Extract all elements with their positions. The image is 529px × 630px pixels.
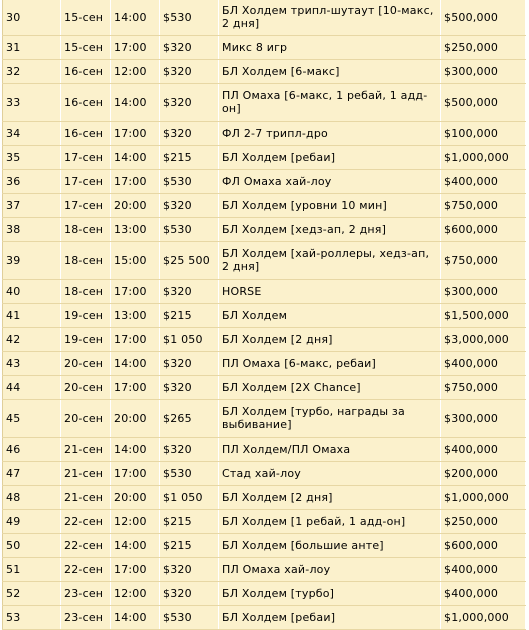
date-cell: 16-сен — [61, 121, 111, 145]
event-number-cell: 30 — [3, 0, 61, 35]
table-row — [3, 605, 526, 629]
buyin-cell: $320 — [160, 351, 219, 375]
event-number-cell: 37 — [3, 193, 61, 217]
event-number-cell: 46 — [3, 437, 61, 461]
guarantee-cell: $100,000 — [441, 121, 526, 145]
event-name-cell: БЛ Холдем [6-макс] — [219, 59, 441, 83]
guarantee-cell: $750,000 — [441, 375, 526, 399]
schedule-body — [3, 0, 526, 629]
tournament-schedule-table — [2, 0, 526, 630]
guarantee-cell: $3,000,000 — [441, 327, 526, 351]
event-name-cell: HORSE — [219, 279, 441, 303]
event-number-cell: 39 — [3, 241, 61, 279]
buyin-cell: $1 050 — [160, 327, 219, 351]
date-cell: 19-сен — [61, 303, 111, 327]
buyin-cell: $530 — [160, 461, 219, 485]
event-name-cell: БЛ Холдем [хедз-ап, 2 дня] — [219, 217, 441, 241]
event-name-cell: БЛ Холдем [уровни 10 мин] — [219, 193, 441, 217]
buyin-cell: $215 — [160, 509, 219, 533]
time-cell: 20:00 — [111, 485, 160, 509]
date-cell: 22-сен — [61, 509, 111, 533]
table-row — [3, 83, 526, 121]
event-number-cell: 32 — [3, 59, 61, 83]
event-name-cell: Микс 8 игр — [219, 35, 441, 59]
date-cell: 17-сен — [61, 193, 111, 217]
guarantee-cell: $300,000 — [441, 399, 526, 437]
event-number-cell: 53 — [3, 605, 61, 629]
date-cell: 23-сен — [61, 605, 111, 629]
time-cell: 17:00 — [111, 461, 160, 485]
event-number-cell: 34 — [3, 121, 61, 145]
table-row — [3, 145, 526, 169]
time-cell: 13:00 — [111, 303, 160, 327]
buyin-cell: $320 — [160, 35, 219, 59]
date-cell: 23-сен — [61, 581, 111, 605]
table-row — [3, 193, 526, 217]
date-cell: 17-сен — [61, 169, 111, 193]
date-cell: 21-сен — [61, 437, 111, 461]
date-cell: 22-сен — [61, 533, 111, 557]
event-name-cell: БЛ Холдем [турбо, награды за выбивание] — [219, 399, 441, 437]
table-row — [3, 351, 526, 375]
event-number-cell: 36 — [3, 169, 61, 193]
table-row — [3, 533, 526, 557]
event-number-cell: 47 — [3, 461, 61, 485]
table-row — [3, 437, 526, 461]
table-row — [3, 303, 526, 327]
buyin-cell: $25 500 — [160, 241, 219, 279]
table-row — [3, 279, 526, 303]
table-row — [3, 581, 526, 605]
time-cell: 17:00 — [111, 557, 160, 581]
guarantee-cell: $1,000,000 — [441, 485, 526, 509]
table-row — [3, 557, 526, 581]
buyin-cell: $320 — [160, 121, 219, 145]
event-name-cell: БЛ Холдем [1 ребай, 1 адд-он] — [219, 509, 441, 533]
event-name-cell: ФЛ Омаха хай-лоу — [219, 169, 441, 193]
date-cell: 16-сен — [61, 83, 111, 121]
date-cell: 21-сен — [61, 485, 111, 509]
buyin-cell: $320 — [160, 581, 219, 605]
guarantee-cell: $300,000 — [441, 279, 526, 303]
date-cell: 20-сен — [61, 399, 111, 437]
date-cell: 18-сен — [61, 279, 111, 303]
table-row — [3, 59, 526, 83]
date-cell: 16-сен — [61, 59, 111, 83]
event-name-cell: Стад хай-лоу — [219, 461, 441, 485]
time-cell: 12:00 — [111, 581, 160, 605]
guarantee-cell: $400,000 — [441, 351, 526, 375]
date-cell: 17-сен — [61, 145, 111, 169]
time-cell: 14:00 — [111, 605, 160, 629]
guarantee-cell: $600,000 — [441, 533, 526, 557]
date-cell: 15-сен — [61, 0, 111, 35]
date-cell: 21-сен — [61, 461, 111, 485]
table-row — [3, 35, 526, 59]
table-row — [3, 375, 526, 399]
buyin-cell: $265 — [160, 399, 219, 437]
event-number-cell: 31 — [3, 35, 61, 59]
time-cell: 20:00 — [111, 399, 160, 437]
guarantee-cell: $1,000,000 — [441, 605, 526, 629]
date-cell: 22-сен — [61, 557, 111, 581]
date-cell: 15-сен — [61, 35, 111, 59]
event-name-cell: ПЛ Омаха [6-макс, ребаи] — [219, 351, 441, 375]
event-name-cell: ПЛ Холдем/ПЛ Омаха — [219, 437, 441, 461]
date-cell: 20-сен — [61, 375, 111, 399]
guarantee-cell: $750,000 — [441, 193, 526, 217]
buyin-cell: $215 — [160, 303, 219, 327]
buyin-cell: $530 — [160, 0, 219, 35]
table-row — [3, 485, 526, 509]
date-cell: 20-сен — [61, 351, 111, 375]
event-number-cell: 49 — [3, 509, 61, 533]
event-name-cell: БЛ Холдем трипл-шутаут [10-макс, 2 дня] — [219, 0, 441, 35]
guarantee-cell: $250,000 — [441, 35, 526, 59]
table-row — [3, 509, 526, 533]
event-number-cell: 35 — [3, 145, 61, 169]
event-name-cell: ПЛ Омаха хай-лоу — [219, 557, 441, 581]
time-cell: 14:00 — [111, 533, 160, 557]
event-number-cell: 50 — [3, 533, 61, 557]
time-cell: 14:00 — [111, 145, 160, 169]
guarantee-cell: $500,000 — [441, 0, 526, 35]
event-name-cell: ПЛ Омаха [6-макс, 1 ребай, 1 адд-он] — [219, 83, 441, 121]
buyin-cell: $215 — [160, 533, 219, 557]
time-cell: 17:00 — [111, 121, 160, 145]
guarantee-cell: $250,000 — [441, 509, 526, 533]
event-name-cell: БЛ Холдем [2 дня] — [219, 485, 441, 509]
date-cell: 18-сен — [61, 217, 111, 241]
guarantee-cell: $400,000 — [441, 437, 526, 461]
event-number-cell: 44 — [3, 375, 61, 399]
time-cell: 17:00 — [111, 169, 160, 193]
event-name-cell: БЛ Холдем [ребаи] — [219, 605, 441, 629]
buyin-cell: $320 — [160, 437, 219, 461]
event-number-cell: 42 — [3, 327, 61, 351]
time-cell: 14:00 — [111, 83, 160, 121]
time-cell: 17:00 — [111, 327, 160, 351]
event-number-cell: 52 — [3, 581, 61, 605]
event-name-cell: БЛ Холдем [большие анте] — [219, 533, 441, 557]
guarantee-cell: $400,000 — [441, 557, 526, 581]
event-name-cell: БЛ Холдем — [219, 303, 441, 327]
time-cell: 17:00 — [111, 35, 160, 59]
table-row — [3, 399, 526, 437]
guarantee-cell: $1,000,000 — [441, 145, 526, 169]
event-number-cell: 41 — [3, 303, 61, 327]
time-cell: 14:00 — [111, 0, 160, 35]
event-number-cell: 45 — [3, 399, 61, 437]
time-cell: 15:00 — [111, 241, 160, 279]
event-name-cell: БЛ Холдем [хай-роллеры, хедз-ап, 2 дня] — [219, 241, 441, 279]
buyin-cell: $215 — [160, 145, 219, 169]
time-cell: 20:00 — [111, 193, 160, 217]
time-cell: 14:00 — [111, 351, 160, 375]
event-number-cell: 33 — [3, 83, 61, 121]
table-row — [3, 0, 526, 35]
buyin-cell: $1 050 — [160, 485, 219, 509]
table-row — [3, 461, 526, 485]
table-row — [3, 241, 526, 279]
time-cell: 14:00 — [111, 437, 160, 461]
guarantee-cell: $300,000 — [441, 59, 526, 83]
time-cell: 12:00 — [111, 59, 160, 83]
buyin-cell: $320 — [160, 193, 219, 217]
buyin-cell: $320 — [160, 83, 219, 121]
date-cell: 18-сен — [61, 241, 111, 279]
event-number-cell: 38 — [3, 217, 61, 241]
event-number-cell: 43 — [3, 351, 61, 375]
event-number-cell: 51 — [3, 557, 61, 581]
time-cell: 12:00 — [111, 509, 160, 533]
buyin-cell: $320 — [160, 557, 219, 581]
table-row — [3, 327, 526, 351]
table-row — [3, 217, 526, 241]
buyin-cell: $530 — [160, 217, 219, 241]
date-cell: 19-сен — [61, 327, 111, 351]
event-name-cell: БЛ Холдем [турбо] — [219, 581, 441, 605]
event-name-cell: БЛ Холдем [ребаи] — [219, 145, 441, 169]
guarantee-cell: $750,000 — [441, 241, 526, 279]
guarantee-cell: $200,000 — [441, 461, 526, 485]
guarantee-cell: $600,000 — [441, 217, 526, 241]
buyin-cell: $320 — [160, 279, 219, 303]
event-name-cell: ФЛ 2-7 трипл-дро — [219, 121, 441, 145]
time-cell: 13:00 — [111, 217, 160, 241]
guarantee-cell: $500,000 — [441, 83, 526, 121]
buyin-cell: $530 — [160, 169, 219, 193]
guarantee-cell: $400,000 — [441, 581, 526, 605]
guarantee-cell: $1,500,000 — [441, 303, 526, 327]
table-row — [3, 169, 526, 193]
event-name-cell: БЛ Холдем [2 дня] — [219, 327, 441, 351]
guarantee-cell: $400,000 — [441, 169, 526, 193]
buyin-cell: $320 — [160, 59, 219, 83]
event-number-cell: 40 — [3, 279, 61, 303]
buyin-cell: $320 — [160, 375, 219, 399]
event-name-cell: БЛ Холдем [2X Chance] — [219, 375, 441, 399]
event-number-cell: 48 — [3, 485, 61, 509]
time-cell: 17:00 — [111, 375, 160, 399]
buyin-cell: $530 — [160, 605, 219, 629]
time-cell: 17:00 — [111, 279, 160, 303]
table-row — [3, 121, 526, 145]
